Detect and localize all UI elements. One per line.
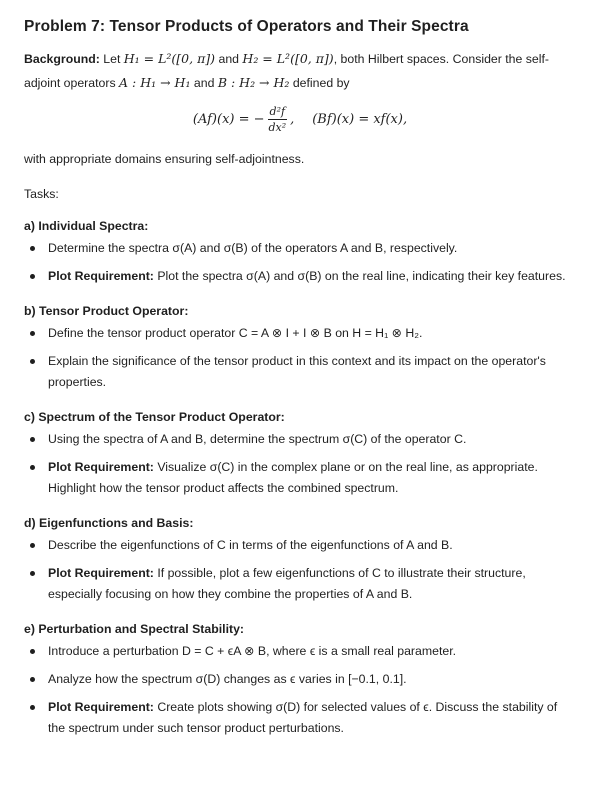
task-list [24,429,576,499]
tasks-label: Tasks: [24,187,59,201]
operator-equation [24,105,576,134]
domain-note: with appropriate domains ensuring self-adjointness. [24,152,305,166]
task-text: Analyze how the spectrum σ(D) changes as ϵ varies in [−0.1, 0.1]. [48,672,407,686]
task-item [24,457,576,499]
background-text-1: Let [99,52,124,66]
af-lhs: (Af)(x) = − [192,112,265,127]
task-item [24,697,576,739]
section-title: b) Tensor Product Operator: [24,304,189,318]
equation-comma: , [290,112,295,127]
task-text: Using the spectra of A and B, determine the spectrum σ(C) of the operator C. [48,432,467,446]
task-text: Define the tensor product operator C = A ⊗ I + I ⊗ B on H = H₁ ⊗ H₂. [48,326,423,340]
task-item [24,429,576,450]
plot-requirement-label: Plot Requirement: [48,269,154,283]
bullet-icon [30,677,35,682]
background-and-1: and [215,52,243,66]
background-and-2: and [190,76,218,90]
section-title: e) Perturbation and Spectral Stability: [24,622,245,636]
fraction-denominator: dx² [268,121,287,134]
task-text: Plot the spectra σ(A) and σ(B) on the real line, indicating their key features. [153,269,566,283]
task-item [24,535,576,556]
bullet-icon [30,649,35,654]
bullet-icon [30,359,35,364]
task-text: Describe the eigenfunctions of C in terms of the eigenfunctions of A and B. [48,538,453,552]
task-text: Introduce a perturbation D = C + ϵA ⊗ B, where ϵ is a small real parameter. [48,644,457,658]
bullet-icon [30,465,35,470]
section-title: c) Spectrum of the Tensor Product Operator: [24,410,285,424]
second-derivative-fraction [268,105,288,134]
bullet-icon [30,246,35,251]
task-sections [24,219,576,739]
task-item [24,238,576,259]
plot-requirement-label: Plot Requirement: [48,700,154,714]
background-text-2: , both Hilbert spaces. Consider the self-adjoint operators [24,52,550,90]
bf-equation: (Bf)(x) = xf(x), [312,112,408,127]
task-list [24,535,576,605]
task-text: Create plots showing σ(D) for selected values of ϵ. Discuss the stability of the spectrum under such tensor product perturbations. [48,700,558,735]
h2-definition: H₂ = L²([0, π]) [242,51,334,66]
background-paragraph [24,47,576,95]
task-text: Visualize σ(C) in the complex plane or on the real line, as appropriate. Highlight how the tensor product affects the combined spectrum. [48,460,538,495]
bullet-icon [30,274,35,279]
bullet-icon [30,571,35,576]
problem-title: Problem 7: Tensor Products of Operators and Their Spectra [24,18,469,35]
task-item [24,641,576,662]
task-item [24,266,576,287]
h1-definition: H₁ = L²([0, π]) [123,51,216,66]
task-item [24,351,576,393]
task-item [24,323,576,344]
background-text-3: defined by [289,76,350,90]
task-item [24,563,576,605]
bullet-icon [30,331,35,336]
task-text: Determine the spectra σ(A) and σ(B) of the operators A and B, respectively. [48,241,458,255]
task-list [24,238,576,287]
section-title: a) Individual Spectra: [24,219,149,233]
task-list [24,323,576,393]
plot-requirement-label: Plot Requirement: [48,460,154,474]
bullet-icon [30,543,35,548]
section-title: d) Eigenfunctions and Basis: [24,516,194,530]
operator-b-signature: B : H₂ → H₂ [217,75,290,90]
plot-requirement-label: Plot Requirement: [48,566,154,580]
bullet-icon [30,437,35,442]
background-label: Background: [24,52,100,66]
task-item [24,669,576,690]
task-text: If possible, plot a few eigenfunctions of C to illustrate their structure, especially focusing on how they combine the properties of A and B. [48,566,526,601]
bullet-icon [30,705,35,710]
fraction-numerator: d²f [269,105,286,118]
operator-a-signature: A : H₁ → H₁ [119,75,191,90]
task-text: Explain the significance of the tensor product in this context and its impact on the operator's properties. [48,354,546,389]
task-list [24,641,576,739]
